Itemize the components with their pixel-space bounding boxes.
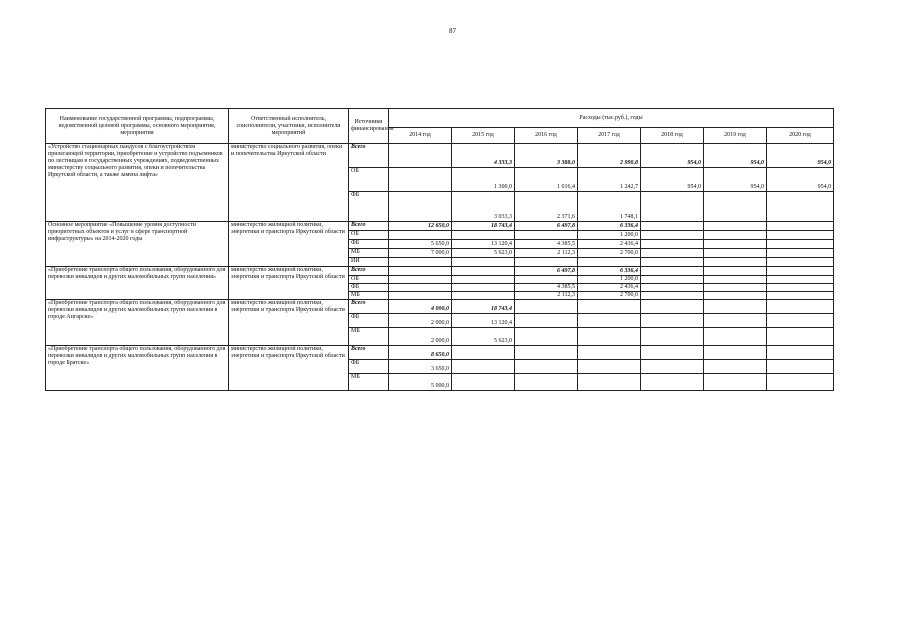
expense-value: 2 436,4 — [578, 284, 641, 292]
expense-value — [641, 240, 704, 249]
funding-source: ОБ — [349, 168, 389, 192]
program-name: «Устройство стационарных пандусов с благоустройством прилегающей территории, приобретение и устройство подъемников по лестницам в государственных учреждениях, подведомственных министерству социального развития, опеки и попечительства Иркутской области, а также замена лифта» — [46, 144, 229, 222]
expense-value: 18 743,4 — [452, 222, 515, 231]
expense-value — [578, 346, 641, 360]
expense-value — [767, 292, 834, 300]
expense-value — [389, 276, 452, 284]
executor-name: министерство жилищной политики, энергетики и транспорта Иркутской области — [229, 267, 349, 300]
expense-value: 5 623,0 — [452, 328, 515, 346]
expense-value: 6 336,4 — [578, 267, 641, 276]
expense-value — [641, 284, 704, 292]
expense-value — [452, 284, 515, 292]
expense-value — [452, 231, 515, 240]
expense-value: 3 650,0 — [389, 360, 452, 374]
funding-source: МБ — [349, 249, 389, 258]
expense-value — [578, 360, 641, 374]
expense-value: 954,0 — [767, 144, 834, 168]
expense-value — [578, 374, 641, 391]
expense-value: 2 112,3 — [515, 292, 578, 300]
expense-value — [515, 314, 578, 328]
funding-source: Всего — [349, 222, 389, 231]
expense-value — [767, 374, 834, 391]
expense-value: 1 242,7 — [578, 168, 641, 192]
expense-value: 12 650,0 — [389, 222, 452, 231]
expense-value — [641, 249, 704, 258]
expense-value — [704, 374, 767, 391]
expense-value — [452, 292, 515, 300]
expense-value: 13 120,4 — [452, 240, 515, 249]
expense-value — [515, 231, 578, 240]
expense-value: 954,0 — [704, 144, 767, 168]
expense-value — [767, 258, 834, 267]
expense-value — [641, 314, 704, 328]
program-name: «Приобретение транспорта общего пользования, оборудованного для перевозки инвалидов и других маломобильных групп населения в городе Братске» — [46, 346, 229, 391]
header-source: Источники финансирования — [349, 109, 389, 144]
expense-value — [515, 374, 578, 391]
expense-value: 954,0 — [767, 168, 834, 192]
executor-name: министерство социального развития, опеки и попечительства Иркутской области — [229, 144, 349, 222]
expense-value — [578, 258, 641, 267]
expense-value — [452, 276, 515, 284]
expense-value — [767, 276, 834, 284]
expense-value: 2 000,0 — [389, 314, 452, 328]
expense-value — [641, 360, 704, 374]
funding-source: ФБ — [349, 360, 389, 374]
expense-value: 6 336,4 — [578, 222, 641, 231]
expense-value: 2 990,8 — [578, 144, 641, 168]
expense-value — [641, 328, 704, 346]
funding-source: МБ — [349, 328, 389, 346]
header-expenses: Расходы (тыс.руб.), годы — [389, 109, 834, 128]
expense-value: 1 016,4 — [515, 168, 578, 192]
expense-value — [767, 192, 834, 222]
executor-name: министерство жилищной политики, энергетики и транспорта Иркутской области — [229, 346, 349, 391]
page-number: 87 — [449, 27, 456, 35]
expense-value: 7 000,0 — [389, 249, 452, 258]
expense-value — [767, 222, 834, 231]
expense-value: 1 200,0 — [578, 231, 641, 240]
expense-value: 8 650,0 — [389, 346, 452, 360]
expense-value — [452, 258, 515, 267]
expense-value — [704, 284, 767, 292]
expense-value — [452, 267, 515, 276]
program-name: «Приобретение транспорта общего пользования, оборудованного для перевозки инвалидов и других маломобильных групп населения» — [46, 267, 229, 300]
expense-value — [704, 231, 767, 240]
expense-value — [452, 374, 515, 391]
expenses-table — [45, 108, 834, 391]
expense-value — [767, 267, 834, 276]
expense-value — [767, 328, 834, 346]
expense-value — [515, 300, 578, 314]
header-year: 2018 год — [641, 128, 704, 144]
funding-source: МБ — [349, 292, 389, 300]
expense-value: 2 700,0 — [578, 292, 641, 300]
expense-value: 2 700,0 — [578, 249, 641, 258]
funding-source: ОБ — [349, 231, 389, 240]
expense-value: 2 371,6 — [515, 192, 578, 222]
expense-value: 18 743,4 — [452, 300, 515, 314]
expense-value — [389, 144, 452, 168]
expense-value: 13 120,4 — [452, 314, 515, 328]
expense-value — [641, 258, 704, 267]
expense-value: 6 497,8 — [515, 267, 578, 276]
header-year: 2017 год — [578, 128, 641, 144]
expense-value — [767, 360, 834, 374]
expense-value — [641, 231, 704, 240]
expense-value: 2 000,0 — [389, 328, 452, 346]
header-year: 2014 год — [389, 128, 452, 144]
funding-source: Всего — [349, 300, 389, 314]
expense-value: 4 385,5 — [515, 240, 578, 249]
expense-value — [452, 346, 515, 360]
expense-value — [389, 192, 452, 222]
program-name: «Приобретение транспорта общего пользования, оборудованного для перевозки инвалидов и других маломобильных групп населения в городе Ангарске» — [46, 300, 229, 346]
header-year: 2016 год — [515, 128, 578, 144]
expense-value — [641, 300, 704, 314]
expense-value — [704, 300, 767, 314]
expense-value — [515, 276, 578, 284]
expense-value — [704, 240, 767, 249]
expense-value — [641, 276, 704, 284]
expense-value: 954,0 — [641, 168, 704, 192]
table-row — [46, 346, 834, 360]
executor-name: министерство жилищной политики, энергетики и транспорта Иркутской области — [229, 222, 349, 267]
header-executor: Ответственный исполнитель, соисполнители, участники, исполнители мероприятий — [229, 109, 349, 144]
expense-value — [767, 240, 834, 249]
expense-value — [389, 168, 452, 192]
expense-value — [389, 258, 452, 267]
expense-value: 6 497,8 — [515, 222, 578, 231]
funding-source: ИИ — [349, 258, 389, 267]
expense-value: 5 000,0 — [389, 374, 452, 391]
expense-value — [767, 249, 834, 258]
table-row — [46, 267, 834, 276]
expense-value — [515, 258, 578, 267]
expense-value — [704, 192, 767, 222]
table-row — [46, 300, 834, 314]
funding-source: ФБ — [349, 314, 389, 328]
expense-value — [704, 249, 767, 258]
expense-value — [452, 360, 515, 374]
program-name: Основное мероприятие «Повышение уровня доступности приоритетных объектов и услуг в сфере транспортной инфраструктуры» на 2014-2020 годы — [46, 222, 229, 267]
expense-value — [767, 284, 834, 292]
expense-value — [704, 346, 767, 360]
expense-value: 4 000,0 — [389, 300, 452, 314]
expense-value: 954,0 — [704, 168, 767, 192]
expense-value — [578, 300, 641, 314]
funding-source: Всего — [349, 267, 389, 276]
header-year: 2019 год — [704, 128, 767, 144]
expense-value: 4 385,5 — [515, 284, 578, 292]
expense-value — [641, 374, 704, 391]
header-program: Наименование государственной программы, подпрограммы, ведомственной целевой программы, основного мероприятия, мероприятия — [46, 109, 229, 144]
expense-value — [767, 300, 834, 314]
funding-source: Всего — [349, 346, 389, 360]
expense-value — [389, 292, 452, 300]
expense-value — [578, 314, 641, 328]
expense-value — [767, 314, 834, 328]
funding-source: Всего — [349, 144, 389, 168]
expense-value: 1 748,1 — [578, 192, 641, 222]
header-year: 2020 год — [767, 128, 834, 144]
expense-value — [515, 328, 578, 346]
expense-value — [389, 231, 452, 240]
expense-value: 4 333,3 — [452, 144, 515, 168]
expense-value — [641, 267, 704, 276]
expense-value — [704, 267, 767, 276]
expense-value: 5 650,0 — [389, 240, 452, 249]
expense-value — [767, 231, 834, 240]
expense-value — [515, 346, 578, 360]
expense-value — [704, 276, 767, 284]
expense-value: 1 200,0 — [578, 276, 641, 284]
expense-value — [389, 284, 452, 292]
expense-value — [641, 346, 704, 360]
expense-value: 954,0 — [641, 144, 704, 168]
expense-value — [704, 292, 767, 300]
table-row — [46, 222, 834, 231]
expense-value — [767, 346, 834, 360]
header-year: 2015 год — [452, 128, 515, 144]
expense-value: 3 388,0 — [515, 144, 578, 168]
table-row — [46, 144, 834, 168]
expense-value — [704, 314, 767, 328]
expense-value: 5 623,0 — [452, 249, 515, 258]
expense-value — [389, 267, 452, 276]
expense-value — [515, 360, 578, 374]
expense-value — [704, 360, 767, 374]
expense-value — [641, 192, 704, 222]
funding-source: ФБ — [349, 284, 389, 292]
expense-value: 2 112,3 — [515, 249, 578, 258]
funding-source: МБ — [349, 374, 389, 391]
expense-value — [704, 328, 767, 346]
expense-value — [704, 222, 767, 231]
expense-value: 1 300,0 — [452, 168, 515, 192]
expense-value: 3 033,3 — [452, 192, 515, 222]
funding-source: ОБ — [349, 276, 389, 284]
expense-value: 2 436,4 — [578, 240, 641, 249]
expense-value — [641, 222, 704, 231]
funding-source: ФБ — [349, 240, 389, 249]
executor-name: министерство жилищной политики, энергетики и транспорта Иркутской области — [229, 300, 349, 346]
expense-value — [578, 328, 641, 346]
expense-value — [704, 258, 767, 267]
expense-value — [641, 292, 704, 300]
funding-source: ФБ — [349, 192, 389, 222]
